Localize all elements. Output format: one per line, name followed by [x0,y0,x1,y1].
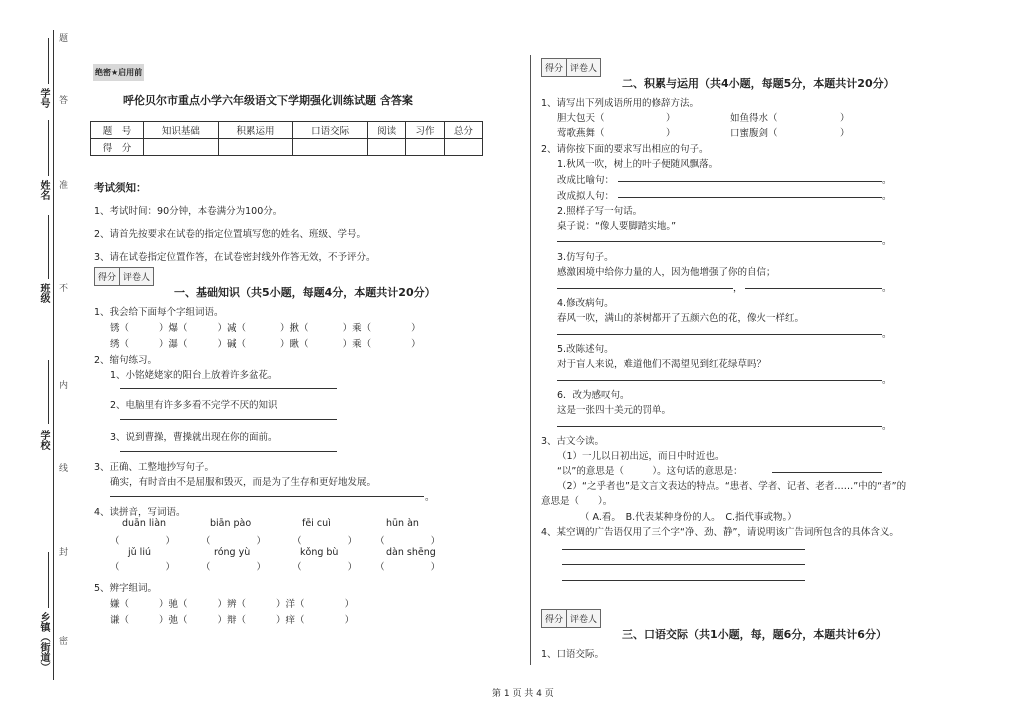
score-cell[interactable] [444,139,482,156]
answer-line[interactable] [618,181,882,182]
idiom-close: ） [840,113,850,124]
word-slot: ）乘（ [342,323,372,334]
s2-q2-line: 对于盲人来说，难道他们不渴望见到红花绿草吗？ [557,359,767,370]
grader-score-label: 得分 [545,64,564,74]
margin-char-da: 答 [57,95,67,104]
section2-title: 二、积累与运用（共4小题，每题5分，本题共计20分） [622,77,895,90]
word-slot: 嫌（ [110,599,130,610]
s1-q1-stem: 1、我会给下面每个字组词语。 [94,307,224,318]
grader-name-label: 评卷人 [119,268,153,285]
line-end: 。 [882,191,892,202]
margin-label-student-id: 学号 [38,88,49,108]
answer-line[interactable] [745,288,882,289]
answer-line[interactable] [120,419,337,420]
answer-line[interactable] [110,496,424,497]
s1-q5-stem: 5、辨字组词。 [94,583,158,594]
notice-item: 2、请首先按要求在试卷的指定位置填写您的姓名、班级、学号。 [94,229,367,240]
word-slot: ）痒（ [276,615,305,626]
s3-q1: 1、口语交际。 [541,649,605,660]
answer-line[interactable] [562,549,805,550]
s2-q1-stem: 1、请写出下列成语所用的修辞方法。 [541,98,700,109]
s2-q2-line: 2.照样子写一句话。 [557,206,643,217]
answer-line[interactable] [772,472,882,473]
score-table [90,121,483,156]
s2-q2-line: 感激困境中给你力量的人，因为他增强了你的自信； [557,267,776,278]
score-cell[interactable] [144,139,219,156]
idiom: 如鱼得水（ [730,113,778,124]
line-end: 。 [882,421,892,432]
s2-q2-line: 3.仿写句子。 [557,252,614,263]
answer-line[interactable] [120,451,337,452]
s2-q3-line: （2）“之乎者也”是文言文表达的特点。“患者、学者、记者、老者……”中的“者”的 [557,481,907,492]
s2-q2-line: 改成比喻句： [557,175,615,186]
score-header: 总分 [444,122,482,139]
score-header: 积累运用 [218,122,293,139]
s1-q2-stem: 2、缩句练习。 [94,355,158,366]
section3-title: 三、口语交际（共1小题，每，题6分，本题共计6分） [622,628,887,641]
bracket-row[interactable]: （ ） （ ） （ ） （ ） [110,562,441,573]
page-title: 呼伦贝尔市重点小学六年级语文下学期强化训练试题 含答案 [123,94,413,107]
answer-line[interactable] [557,380,882,381]
word-slot: ） [344,615,355,626]
pinyin: hūn àn [386,518,419,529]
margin-label-name: 姓名 [38,180,49,200]
s2-q2-line: 4.修改病句。 [557,298,614,309]
word-slot: ）辩（ [217,615,247,626]
bracket-row[interactable]: （ ） （ ） （ ） （ ） [110,536,441,547]
idiom: 口蜜腹剑（ [730,128,778,139]
notice-item: 3、请在试卷指定位置作答，在试卷密封线外作答无效，不予评分。 [94,252,376,263]
grader-score-label: 得分 [545,615,564,625]
pinyin: kǒng bù [300,547,339,558]
answer-line[interactable] [120,388,337,389]
pinyin: róng yù [214,547,251,558]
line-end: 。 [882,175,892,186]
s2-q3-stem: 3、古文今读。 [541,436,605,447]
s1-q2-item: 2、电脑里有许多多看不完学不厌的知识 [110,400,278,411]
word-slot: ）瀑（ [159,339,188,350]
secret-badge: 绝密★启用前 [93,64,144,81]
margin-char-ti: 题 [57,33,67,42]
word-slot: ）辨（ [217,599,247,610]
notice-title: 考试须知： [94,182,147,194]
word-slot: ）碱（ [217,339,247,350]
s2-q2-line: 6．改为感叹句。 [557,390,630,401]
s2-q2-stem: 2、请你按下面的要求写出相应的句子。 [541,144,709,155]
pinyin: biān pào [210,518,252,529]
grader-name-label: 评卷人 [566,610,600,627]
score-row-label: 得 分 [91,139,144,156]
student-id-blank [48,38,49,84]
notice-item: 1、考试时间：90分钟，本卷满分为100分。 [94,206,283,217]
score-cell[interactable] [293,139,368,156]
line-end: 。 [882,375,892,386]
s1-q3-text: 确实，有时音由不是屈服和毁灭，而是为了生存和更好地发展。 [110,477,377,488]
margin-char-nei: 内 [57,380,67,389]
margin-label-town: 乡镇（街道） [38,612,49,672]
answer-line[interactable] [618,197,882,198]
idiom-close: ） [666,128,676,139]
answer-line[interactable] [557,288,733,289]
word-slot: ）洋（ [276,599,305,610]
score-header: 口语交际 [293,122,368,139]
word-slot: 锈（ [110,323,130,334]
margin-label-school: 学校 [38,430,49,450]
page-footer: 第 1 页 共 4 页 [492,689,554,699]
word-slot: ）弛（ [159,615,188,626]
word-slot: ）乘（ [342,339,372,350]
town-blank [48,552,49,608]
s2-q3-line: “以”的意思是（ ）。这句话的意思是： [557,466,743,477]
margin-label-class: 班级 [38,283,49,303]
word-slot: ）爆（ [159,323,188,334]
class-blank [48,215,49,279]
section1-title: 一、基础知识（共5小题，每题4分，本题共计20分） [174,286,436,299]
answer-line[interactable] [557,241,882,242]
s2-q3-options: （ A.看。 B.代表某种身份的人。 C.指代事或物。） [580,512,797,523]
s2-q2-line: 5.改陈述句。 [557,344,614,355]
line-end: 。 [882,329,892,340]
answer-line[interactable] [562,564,805,565]
idiom-close: ） [666,113,676,124]
school-blank [48,360,49,424]
word-slot: 谦（ [110,615,130,626]
pinyin: fēi cuì [302,518,331,529]
word-slot: ）揪（ [280,323,309,334]
column-divider [530,55,531,665]
word-slot: ）驰（ [159,599,188,610]
pinyin: jǔ liú [128,547,151,558]
answer-line[interactable] [562,580,805,581]
grader-box [541,58,601,77]
idiom: 莺歌燕舞（ [557,128,605,139]
s2-q2-line: 春风一吹，满山的茶树都开了五颜六色的花，像火一样红。 [557,313,805,324]
grader-box [94,267,154,286]
grader-score-label: 得分 [98,273,117,283]
word-slot: ） [411,339,421,350]
idiom-close: ） [840,128,850,139]
word-slot: ） [411,323,421,334]
s1-q5-row [110,612,354,626]
score-header: 知识基础 [144,122,219,139]
answer-line[interactable] [557,334,882,335]
word-slot: ） [344,599,355,610]
idiom: 胆大包天（ [557,113,605,124]
s2-q2-line: 1.秋风一吹，树上的叶子便随风飘落。 [557,159,719,170]
score-cell[interactable] [368,139,406,156]
s2-q2-line: 桌子说：“像人要脚踏实地。” [557,221,677,232]
s1-q2-item: 3、说到曹操，曹操就出现在你的面前。 [110,432,278,443]
s2-q2-line: 这是一张四十美元的罚单。 [557,405,672,416]
word-slot: ）瞅（ [280,339,309,350]
line-comma: ， [733,283,743,294]
score-header: 题 号 [91,122,144,139]
s1-q1-row [110,320,421,334]
line-end: 。 [882,283,892,294]
score-header: 阅读 [368,122,406,139]
margin-char-xian: 线 [57,463,67,472]
word-slot: 绣（ [110,339,130,350]
s2-q3-line: （1）一儿以日初出远，而日中时近也。 [557,451,725,462]
margin-char-mi: 密 [57,636,67,645]
score-cell[interactable] [218,139,293,156]
margin-char-zhun: 准 [57,180,67,189]
line-end: 。 [882,236,892,247]
margin-char-bu: 不 [57,283,67,292]
s1-q5-row [110,596,354,610]
answer-line[interactable] [557,426,882,427]
score-header: 习作 [406,122,444,139]
name-blank [48,120,49,176]
s1-q1-row [110,336,421,350]
binding-line [53,30,54,680]
s1-q4-stem: 4、读拼音，写词语。 [94,507,186,518]
s2-q3-line: 意思是（ ）。 [541,496,613,507]
s2-q4-stem: 4、某空调的广告语仅用了三个字“净、劲、静”，请说明该广告词所包含的具体含义。 [541,527,899,538]
s2-q2-line: 改成拟人句： [557,191,615,202]
grader-name-label: 评卷人 [566,59,600,76]
grader-box [541,609,601,628]
s1-q3-stem: 3、正确、工整地抄写句子。 [94,462,215,473]
pinyin: dàn shēng [386,547,436,558]
word-slot: ）减（ [217,323,247,334]
pinyin: duān liàn [122,518,167,529]
s1-q3-end: 。 [425,492,435,503]
s1-q2-item: 1、小铭姥姥家的阳台上放着许多盆花。 [110,370,278,381]
margin-char-feng: 封 [57,547,67,556]
score-cell[interactable] [406,139,444,156]
